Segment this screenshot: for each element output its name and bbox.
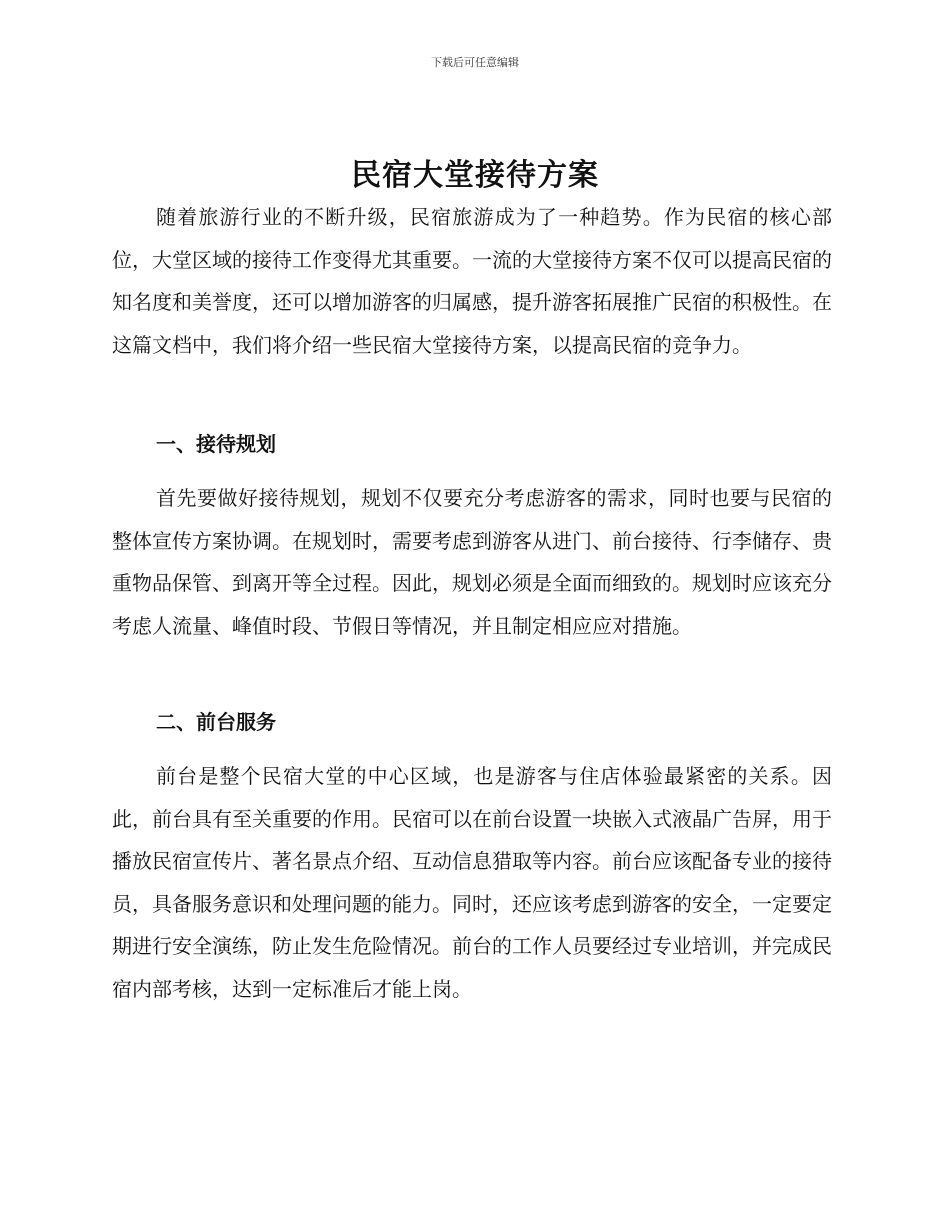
section-body-reception-planning: 首先要做好接待规划，规划不仅要充分考虑游客的需求，同时也要与民宿的整体宣传方案协调。在规划时，需要考虑到游客从进门、前台接待、行李储存、贵重物品保管、到离开等全过程。因此，规划必须是全面而细致的。规划时应该充分考虑人流量、峰值时段、节假日等情况，并且制定相应应对措施。 — [112, 486, 832, 638]
page-header: 下载后可任意编辑 — [431, 56, 519, 69]
document-title: 民宿大堂接待方案 — [351, 158, 599, 193]
section-heading-front-desk: 二、前台服务 — [156, 710, 276, 734]
section-body-front-desk: 前台是整个民宿大堂的中心区域，也是游客与住店体验最紧密的关系。因此，前台具有至关重要的作用。民宿可以在前台设置一块嵌入式液晶广告屏，用于播放民宿宣传片、著名景点介绍、互动信息猎取等内容。前台应该配备专业的接待员，具备服务意识和处理问题的能力。同时，还应该考虑到游客的安全，一定要定期进行安全演练，防止发生危险情况。前台的工作人员要经过专业培训，并完成民宿内部考核，达到一定标准后才能上岗。 — [112, 764, 832, 1001]
intro-paragraph: 随着旅游行业的不断升级，民宿旅游成为了一种趋势。作为民宿的核心部位，大堂区域的接待工作变得尤其重要。一流的大堂接待方案不仅可以提高民宿的知名度和美誉度，还可以增加游客的归属感，提升游客拓展推广民宿的积极性。在这篇文档中，我们将介绍一些民宿大堂接待方案，以提高民宿的竞争力。 — [112, 205, 832, 357]
section-heading-reception-planning: 一、接待规划 — [156, 432, 276, 456]
